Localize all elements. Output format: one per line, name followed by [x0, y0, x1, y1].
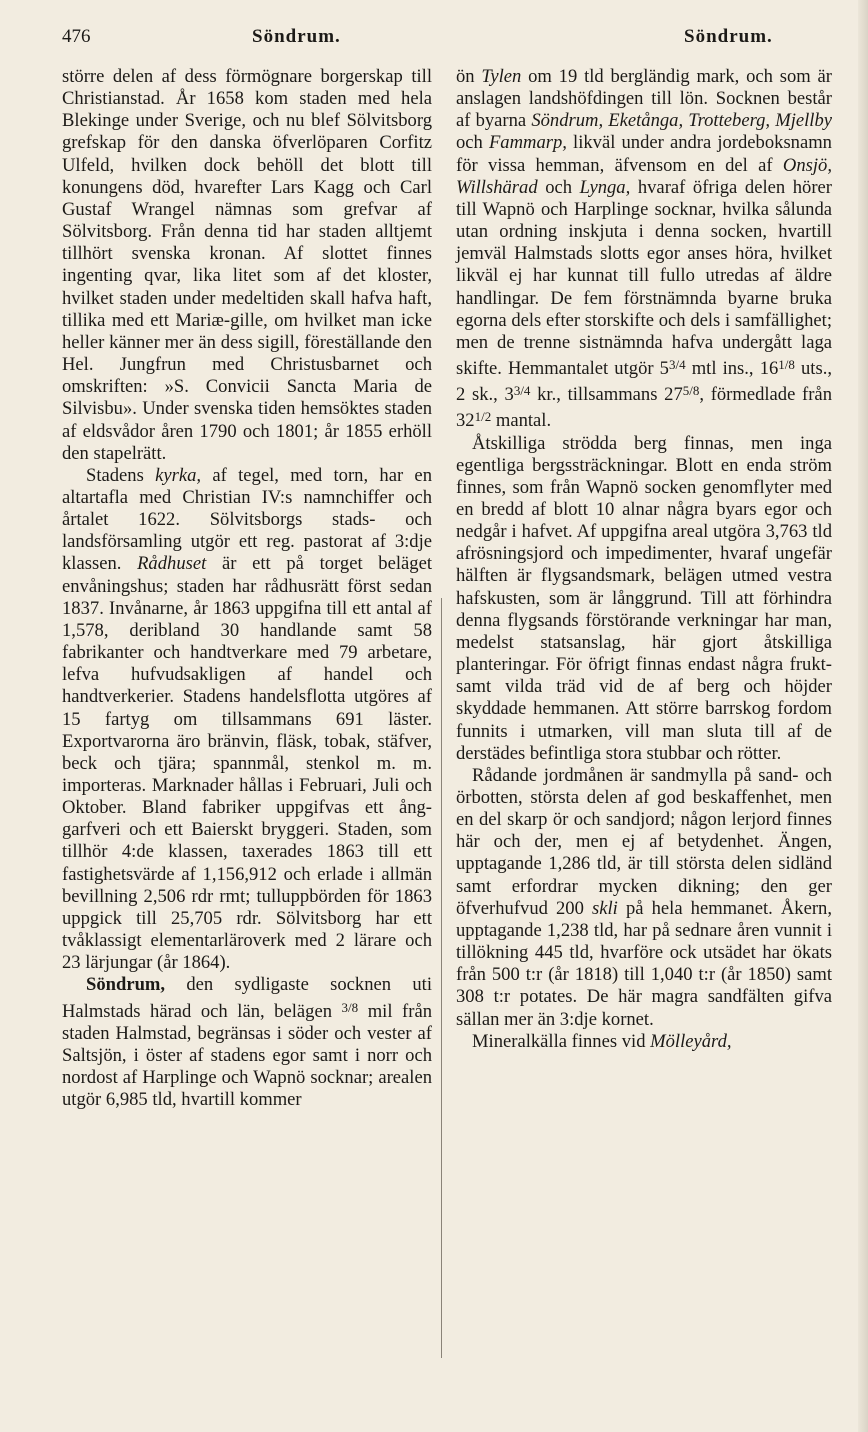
- right-column: [456, 66, 832, 1053]
- place-tylen: Tylen: [481, 66, 522, 87]
- place-fammarp: Fammarp,: [488, 132, 567, 154]
- column-divider: [441, 598, 442, 1358]
- paragraph-terrain: Åtskilliga strödda berg finnas, men inga egentliga bergssträckningar. Blott en enda ström finnes, som från Wapnö socken genomflyter med en bredd af blott 10 alnar några byars egor och nedgår i hafvet. Af uppgifna areal utgöra 3,763 tld afrösningsjord och impedimenter, hvaraf ungefär hälften är flygsandsmark, belägen utmed vestra hafskusten, som är långgrund. Till att förhindra denna flygsands förstörande verkningar har man, medelst statsanslag, här gjort åtskilliga planteringar. För öfrigt finnas endast några frukt- samt vilda träd vid de af berg och höjder skyddade hemmanen. Att större barrskog fordom funnits i utmarken, vill man sluta till af de derstädes befintliga stora stubbar och rötter.: [456, 432, 832, 764]
- running-head-right: Söndrum.: [684, 26, 773, 47]
- term-kyrka: kyrka,: [155, 464, 202, 486]
- unit-skpd: skli: [592, 897, 618, 919]
- place-mollegard: Mölleyård,: [650, 1030, 732, 1052]
- paragraph-solvitsborg-history: större delen af dess förmögnare borgerskap till Christianstad. År 1658 kom staden med hela Blekinge under Sverige, och nu blef Sölvitsborg grefskap för den danska öfverlöparen Corfitz Ulfeld, hvilken dock behöll det blott till konungens död, hvarefter Lars Kagg och Carl Gustaf Wrangel nämnas som grefvar af Sölvitsborg. Från denna tid har staden alltjemt tillhört svenska kronan. Af slottet finnes ingenting qvar, lika litet som af det kloster, hvilket staden under medeltiden skall hafva haft, tillika med ett Mariæ-gille, om hvilket man icke heller känner mer än dess sigill, föreställande den Hel. Jungfrun med Christusbarnet och omskriften: »S. Convicii Sancta Maria de Silvisbu». Under svenska tiden hemsöktes staden af eldsvådor åren 1790 och 1801; år 1855 erhöll den stapelrätt.: [62, 66, 432, 464]
- paragraph-soil: Rådande jordmånen är sandmylla på sand- och örbotten, största delen af god beskaffenhet, men en del skarp ör och sandjord; någon lerjord finnes här och der, men ej af betydenhet. Ängen, upptagande 1,286 tld, är till största delen sidländ samt erfordrar mycken dikning; den ger öfverhufvud 200 skli på hela hemmanet. Åkern, upptagande 1,238 tld, har på sednare åren vunnit i tillökning 445 tld, hvarföre ock utsädet har ökats från 500 t:r (år 1818) till 1,040 t:r (år 1850) samt 308 t:r potates. De här magra sandfälten gifva sällan mer än 3:dje kornet.: [456, 764, 832, 1030]
- place-lynga: Lynga,: [579, 176, 631, 198]
- paragraph-stadens-kyrka: Stadens kyrka, af tegel, med torn, har en altartafla med Christian IV:s namnchiffer och årtalet 1622. Sölvitsborgs stads- och landsförsamling utgör ett reg. pastorat af 3:dje klassen. Rådhuset är ett på torget beläget envåningshus; staden har rådhusrätt först sedan 1837. Invånarne, år 1863 uppgifna till ett antal af 1,578, deribland 30 handlande samt 58 fabrikanter och handtverkare med 79 arbetare, lefva hufvudsakligen af handel och handtverkerier. Stadens handelsflotta utgöres af 15 fartyg om tillsammans 691 läster. Exportvarorna äro bränvin, fläsk, tobak, stäfver, beck och tjära; spannmål, stenkol m. m. importeras. Marknader hållas i Februari, Juli och Oktober. Bland fabriker uppgifvas ett ång-garfveri och ett Baierskt bryggeri. Staden, som tillhör 4:de klassen, taxerades 1863 till ett fastighetsvärde af 1,156,912 och erlade i allmän bevillning 2,506 rdr rmt; tulluppbörden för 1863 uppgick till 25,705 rdr. Sölvitsborg har ett tvåklassigt elementarläroverk med 2 lärare och 23 lärjungar (år 1864).: [62, 464, 432, 974]
- paragraph-sondrum-villages: ön Tylen om 19 tld bergländig mark, och som är anslagen landshöfdingen till lön. Socknen består af byarna Söndrum, Eketånga, Trotteberg, Mjellby och Fammarp, likväl under andra jordeboksnamn för vissa hemman, äfvensom en del af Onsjö, Willshärad och Lynga, hvaraf öfriga delen hörer till Wapnö och Harplinge socknar, hvilka sålunda utan ordning inskjuta i denna socken, hvartill jemväl Halmstads slotts egor anses höra, hvilket likväl ej har kunnat till fullo utredas af äldre handlingar. De fem förstnämnda byarne bruka egorna dels efter storskifte och dels i samfällighet; men de trenne sistnämnda hafva undergått laga skifte. Hemmantalet utgör $5^{3/4}$ mtl ins., $16^{1/8}$ uts., 2 sk., $3^{3/4}$ kr., tillsammans $27^{5/8}$, förmedlade från $32^{1/2}$ mantal.: [456, 66, 832, 432]
- paragraph-sondrum-intro: Söndrum, den sydligaste socknen uti Halmstads härad och län, belägen $^{3/8}$ mil från staden Halmstad, begränsas i söder och vester af Saltsjön, i öster af stadens egor samt i norr och nordost af Harplinge och Wapnö socknar; arealen utgör 6,985 tld, hvartill kommer: [62, 974, 432, 1111]
- place-villages: Söndrum, Eketånga, Trotteberg, Mjellby: [531, 110, 832, 132]
- paragraph-mineral-spring: Mineralkälla finnes vid Mölleyård,: [472, 1030, 732, 1052]
- left-column: [62, 66, 432, 1111]
- term-radhuset: Rådhuset: [137, 553, 207, 575]
- running-head-left: Söndrum.: [252, 26, 341, 47]
- fraction-distance: 3/8: [341, 999, 359, 1015]
- place-onsjo: Onsjö, Willshärad: [456, 154, 832, 198]
- page-number: 476: [62, 26, 91, 47]
- page-header: [62, 26, 854, 56]
- page-edge-shadow: [858, 0, 868, 1432]
- entry-title-sondrum: Söndrum,: [86, 974, 166, 996]
